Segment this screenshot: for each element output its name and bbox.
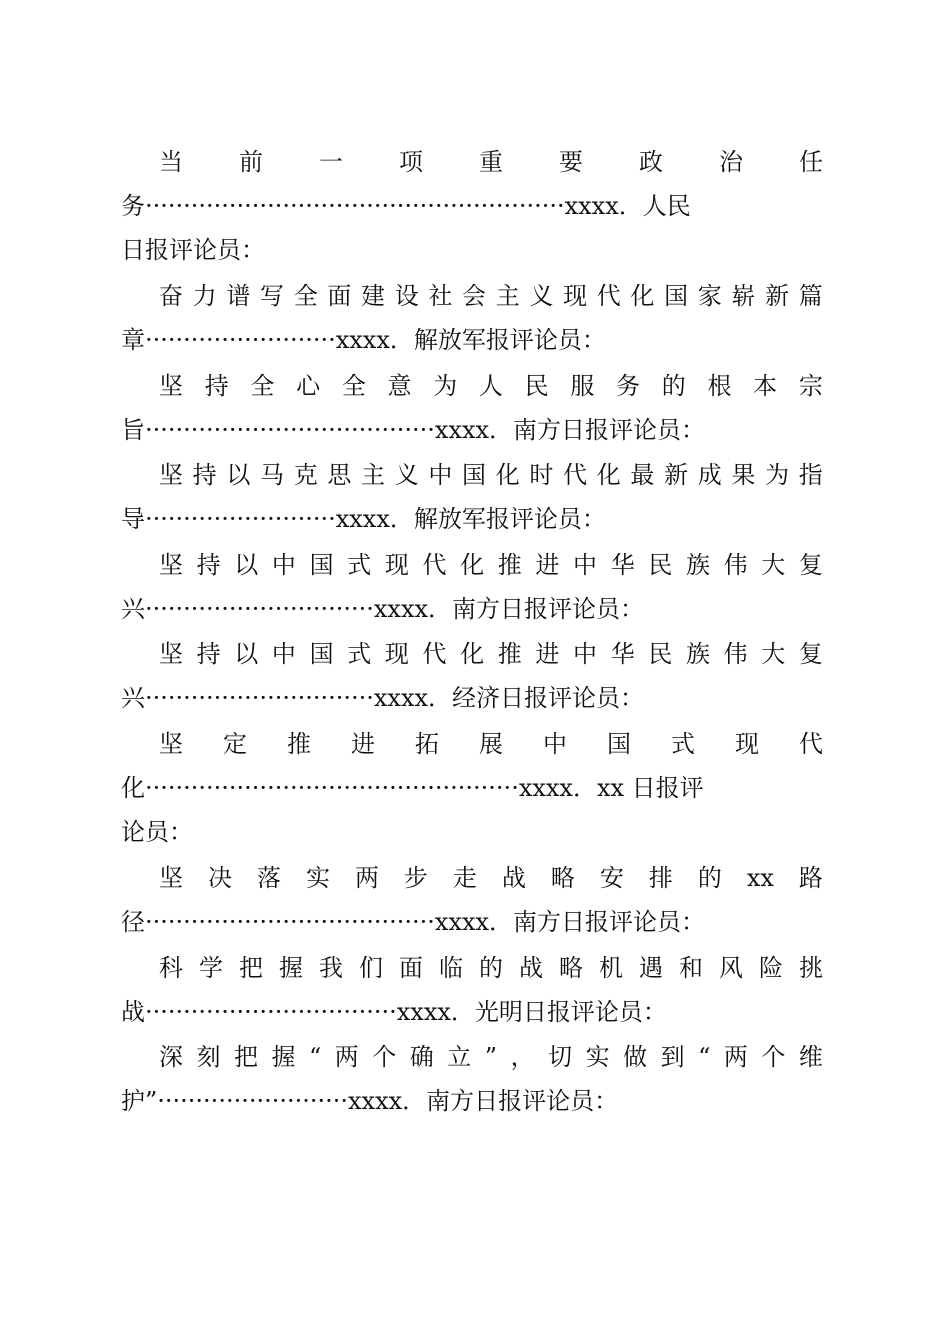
toc-entry-source: xxxx．xx 日报评 — [518, 774, 704, 802]
dot-leader: ················································· — [145, 774, 519, 802]
toc-entry-source: xxxx．南方日报评论员： — [434, 416, 706, 444]
toc-entry-title: 科 学 把 握 我 们 面 临 的 战 略 机 遇 和 风 险 挑 — [159, 954, 823, 982]
dot-leader: ······························ — [145, 595, 374, 623]
toc-entry-source-overflow: 日报评论员： — [121, 236, 265, 264]
toc-entry-source: xxxx．光明日报评论员： — [396, 998, 667, 1026]
toc-entry-continuation: 导 — [121, 505, 145, 533]
toc-entry-leader-line — [121, 499, 823, 539]
toc-entry-source: xxxx．南方日报评论员： — [373, 595, 645, 623]
dot-leader: ························· — [145, 505, 336, 533]
toc-entry-continuation: 化 — [121, 774, 145, 802]
toc-entry-leader-line — [121, 678, 823, 718]
toc-entry-source: xxxx．人民 — [564, 192, 691, 220]
toc-entry-leader-line — [121, 768, 823, 808]
toc-entry-title: 奋 力 谱 写 全 面 建 设 社 会 主 义 现 代 化 国 家 崭 新 篇 — [159, 282, 823, 310]
dot-leader: ························· — [145, 326, 336, 354]
toc-entry-leader-line — [121, 902, 823, 942]
toc-entry-leader-line — [121, 410, 823, 450]
toc-entry-leader-line — [121, 320, 823, 360]
toc-entry-title: 深 刻 把 握 “ 两 个 确 立 ” ， 切 实 做 到 “ 两 个 维 — [159, 1043, 823, 1071]
dot-leader: ································· — [145, 998, 397, 1026]
toc-entry-source-overflow: 论员： — [121, 818, 193, 846]
toc-entry-title: 坚 持 以 中 国 式 现 代 化 推 进 中 华 民 族 伟 大 复 — [159, 551, 823, 579]
dot-leader: ······························ — [145, 684, 374, 712]
toc-entry-source: xxxx．南方日报评论员： — [434, 908, 706, 936]
toc-entry-title: 坚 持 以 中 国 式 现 代 化 推 进 中 华 民 族 伟 大 复 — [159, 640, 823, 668]
dot-leader: ······················································· — [145, 192, 565, 220]
toc-entry-source: xxxx．经济日报评论员： — [373, 684, 645, 712]
dot-leader: ························· — [157, 1087, 349, 1115]
toc-entry-continuation: 旨 — [121, 416, 145, 444]
toc-entry-continuation: 径 — [121, 908, 145, 936]
toc-entry-continuation: 战 — [121, 998, 145, 1026]
toc-entry-continuation: 务 — [121, 192, 145, 220]
toc-entry-source: xxxx．解放军报评论员： — [335, 326, 606, 354]
toc-entry-title: 坚 持 全 心 全 意 为 人 民 服 务 的 根 本 宗 — [159, 372, 823, 400]
toc-entry-title: 当 前 一 项 重 要 政 治 任 — [159, 148, 823, 176]
dot-leader: ······································ — [145, 416, 435, 444]
toc-entry-source: xxxx．南方日报评论员： — [348, 1087, 619, 1115]
toc-entry-continuation: 兴 — [121, 595, 145, 623]
dot-leader: ······································ — [145, 908, 435, 936]
toc-entry-leader-line — [121, 992, 823, 1032]
toc-entry-leader-line — [121, 589, 823, 629]
toc-entry-continuation: 兴 — [121, 684, 145, 712]
toc-entry-leader-line — [121, 186, 823, 226]
toc-entry-leader-line — [121, 1081, 823, 1121]
toc-entry-continuation: 章 — [121, 326, 145, 354]
toc-entry-continuation: 护” — [121, 1087, 158, 1115]
toc-entry-title: 坚 持 以 马 克 思 主 义 中 国 化 时 代 化 最 新 成 果 为 指 — [159, 461, 823, 489]
toc-entry-source: xxxx．解放军报评论员： — [335, 505, 606, 533]
toc-entry-title: 坚 定 推 进 拓 展 中 国 式 现 代 — [159, 730, 823, 758]
toc-entry-title: 坚 决 落 实 两 步 走 战 略 安 排 的 xx 路 — [159, 864, 823, 892]
